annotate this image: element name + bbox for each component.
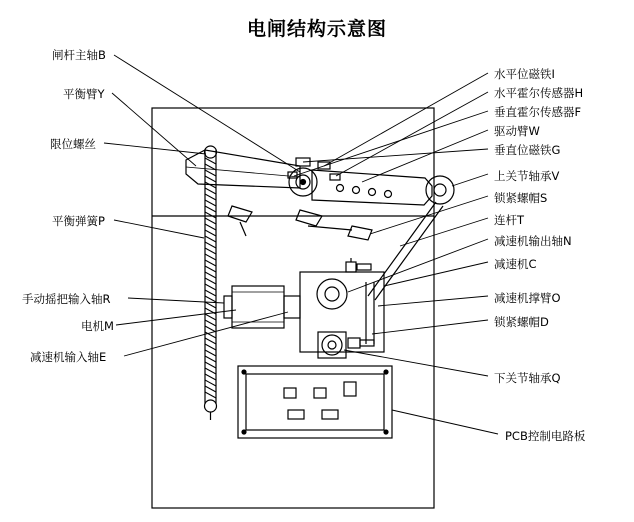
leader-lines-right (294, 73, 498, 434)
pcb-control-board-inner (246, 374, 384, 430)
pcb-screw-2 (384, 370, 388, 374)
label-balance-arm-y: 平衡臂Y (63, 87, 105, 101)
reducer-output-shaft-n-outer (317, 279, 347, 309)
pcb-component-3 (344, 382, 356, 396)
lock-nut-d-plate (360, 340, 374, 346)
balance-arm-centerline (186, 167, 300, 177)
pcb-screw-3 (242, 430, 246, 434)
label-upper-joint-bearing-v: 上关节轴承V (494, 169, 560, 183)
label-limit-screw: 限位螺丝 (50, 137, 96, 151)
rod-end-plate (348, 226, 372, 240)
label-reducer-c: 减速机C (494, 257, 537, 271)
balance-arm-y-body (186, 150, 300, 188)
lock-nut-s-fitting (346, 262, 356, 272)
upper-joint-bearing-v-inner (434, 184, 446, 196)
spring-bracket-left (228, 206, 252, 222)
link-to-rod (308, 226, 352, 230)
page-title: 电闸结构示意图 (246, 18, 387, 40)
balance-spring-coils (205, 158, 216, 398)
label-lock-nut-s: 锁紧螺帽S (494, 191, 548, 205)
gate-main-shaft-center (301, 180, 306, 185)
reducer-output-shaft-n-inner (325, 287, 339, 301)
label-lower-joint-bearing-q: 下关节轴承Q (494, 371, 561, 385)
pcb-control-board-outline (238, 366, 392, 438)
upper-joint-bearing-v-outer (426, 176, 454, 204)
label-vertical-hall-sensor-f: 垂直霍尔传感器F (494, 105, 582, 119)
pcb-component-4 (288, 410, 304, 419)
label-reducer-output-shaft-n: 减速机输出轴N (494, 234, 572, 248)
drive-arm-hole-2 (353, 187, 360, 194)
label-reducer-support-arm-o: 减速机撑臂O (494, 291, 561, 305)
pcb-screw-4 (384, 430, 388, 434)
drive-arm-hole-3 (369, 189, 376, 196)
label-drive-arm-w: 驱动臂W (494, 124, 540, 138)
manual-crank-input-shaft-r-end (224, 296, 232, 318)
label-gate-main-shaft-b: 闸杆主轴B (52, 48, 106, 62)
label-lock-nut-d: 锁紧螺帽D (494, 315, 549, 329)
spring-bottom-eye (205, 400, 217, 412)
drive-arm-hole-4 (385, 191, 392, 198)
label-connecting-rod-t: 连杆T (494, 213, 525, 227)
drive-arm-hole-1 (337, 185, 344, 192)
label-motor-m: 电机M (81, 319, 114, 333)
leader-lines-left (104, 55, 300, 356)
label-horizontal-magnet-i: 水平位磁铁I (494, 67, 555, 81)
lock-nut-s-plate (357, 264, 371, 270)
label-horizontal-hall-sensor-h: 水平霍尔传感器H (494, 86, 584, 100)
lock-nut-d-fitting (348, 338, 360, 348)
pcb-screw-1 (242, 370, 246, 374)
motor-m-flange (284, 296, 300, 318)
spring-bracket-right (296, 210, 322, 226)
label-balance-spring-p: 平衡弹簧P (52, 214, 105, 228)
pcb-component-2 (314, 388, 326, 398)
label-vertical-magnet-g: 垂直位磁铁G (494, 143, 561, 157)
pcb-component-5 (322, 410, 338, 419)
lower-joint-bearing-q-inner (328, 341, 336, 349)
label-pcb-control-board: PCB控制电路板 (505, 429, 586, 443)
label-reducer-input-shaft-e: 减速机输入轴E (30, 350, 107, 364)
spring-bracket-left-stem (240, 222, 246, 236)
label-manual-crank-input-shaft-r: 手动摇把输入轴R (22, 292, 111, 306)
pcb-component-1 (284, 388, 296, 398)
